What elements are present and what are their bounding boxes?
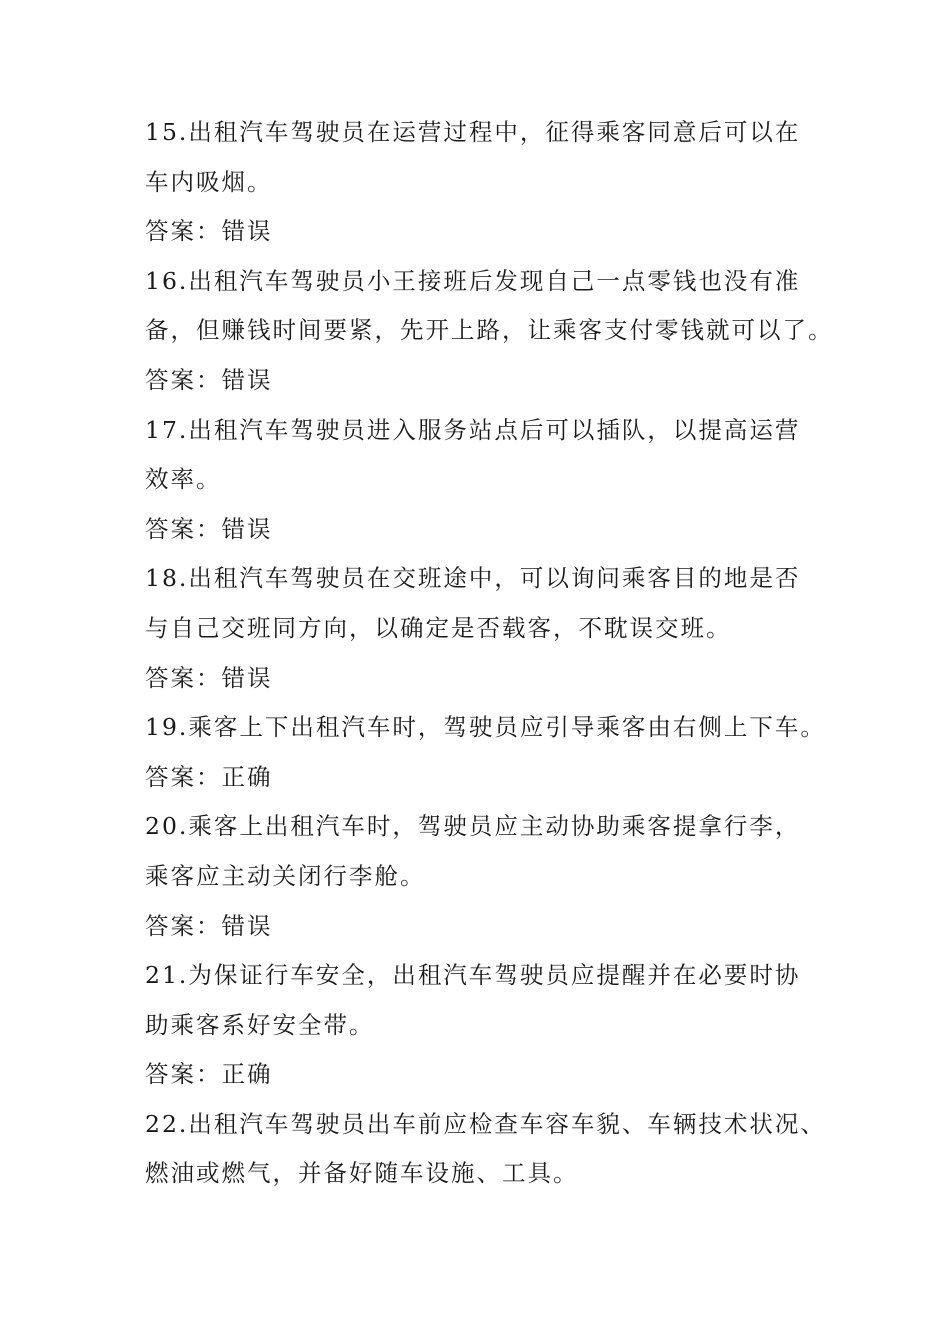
question-list — [145, 108, 834, 1199]
q20-text-line-1: 20.乘客上出租汽车时，驾驶员应主动协助乘客提拿行李， — [145, 812, 801, 841]
q15-text-line-1: 15.出租汽车驾驶员在运营过程中，征得乘客同意后可以在 — [145, 118, 801, 146]
q16-text-line-2: 备，但赚钱时间要紧，先开上路，让乘客支付零钱就可以了。 — [145, 316, 834, 345]
q18-text-line-2: 与自己交班同方向，以确定是否载客，不耽误交班。 — [145, 613, 732, 642]
q17-text-line-2: 效率。 — [145, 465, 222, 494]
q15-text-line-2: 车内吸烟。 — [145, 167, 273, 196]
q16-answer: 答案：错误 — [145, 365, 273, 394]
q20-text-line-2: 乘客应主动关闭行李舱。 — [145, 861, 426, 890]
q18-answer: 答案：错误 — [145, 663, 273, 692]
q16-text-line-1: 16.出租汽车驾驶员小王接班后发现自己一点零钱也没有准 — [145, 266, 801, 295]
q15-answer: 答案：错误 — [145, 217, 273, 246]
q19-answer: 答案：正确 — [145, 762, 273, 791]
q22-text-line-2: 燃油或燃气，并备好随车设施、工具。 — [145, 1159, 579, 1188]
q22-text-line-1: 22.出租汽车驾驶员出车前应检查车容车貌、车辆技术状况、 — [145, 1109, 826, 1138]
q17-text-line-1: 17.出租汽车驾驶员进入服务站点后可以插队，以提高运营 — [145, 415, 801, 444]
q21-answer: 答案：正确 — [145, 1060, 273, 1089]
q18-text-line-1: 18.出租汽车驾驶员在交班途中，可以询问乘客目的地是否 — [145, 564, 801, 593]
q19-text-line-1: 19.乘客上下出租汽车时，驾驶员应引导乘客由右侧上下车。 — [145, 713, 826, 742]
q17-answer: 答案：错误 — [145, 514, 273, 543]
q21-text-line-2: 助乘客系好安全带。 — [145, 1010, 375, 1039]
q21-text-line-1: 21.为保证行车安全，出租汽车驾驶员应提醒并在必要时协 — [145, 961, 801, 990]
q20-answer: 答案：错误 — [145, 911, 273, 940]
